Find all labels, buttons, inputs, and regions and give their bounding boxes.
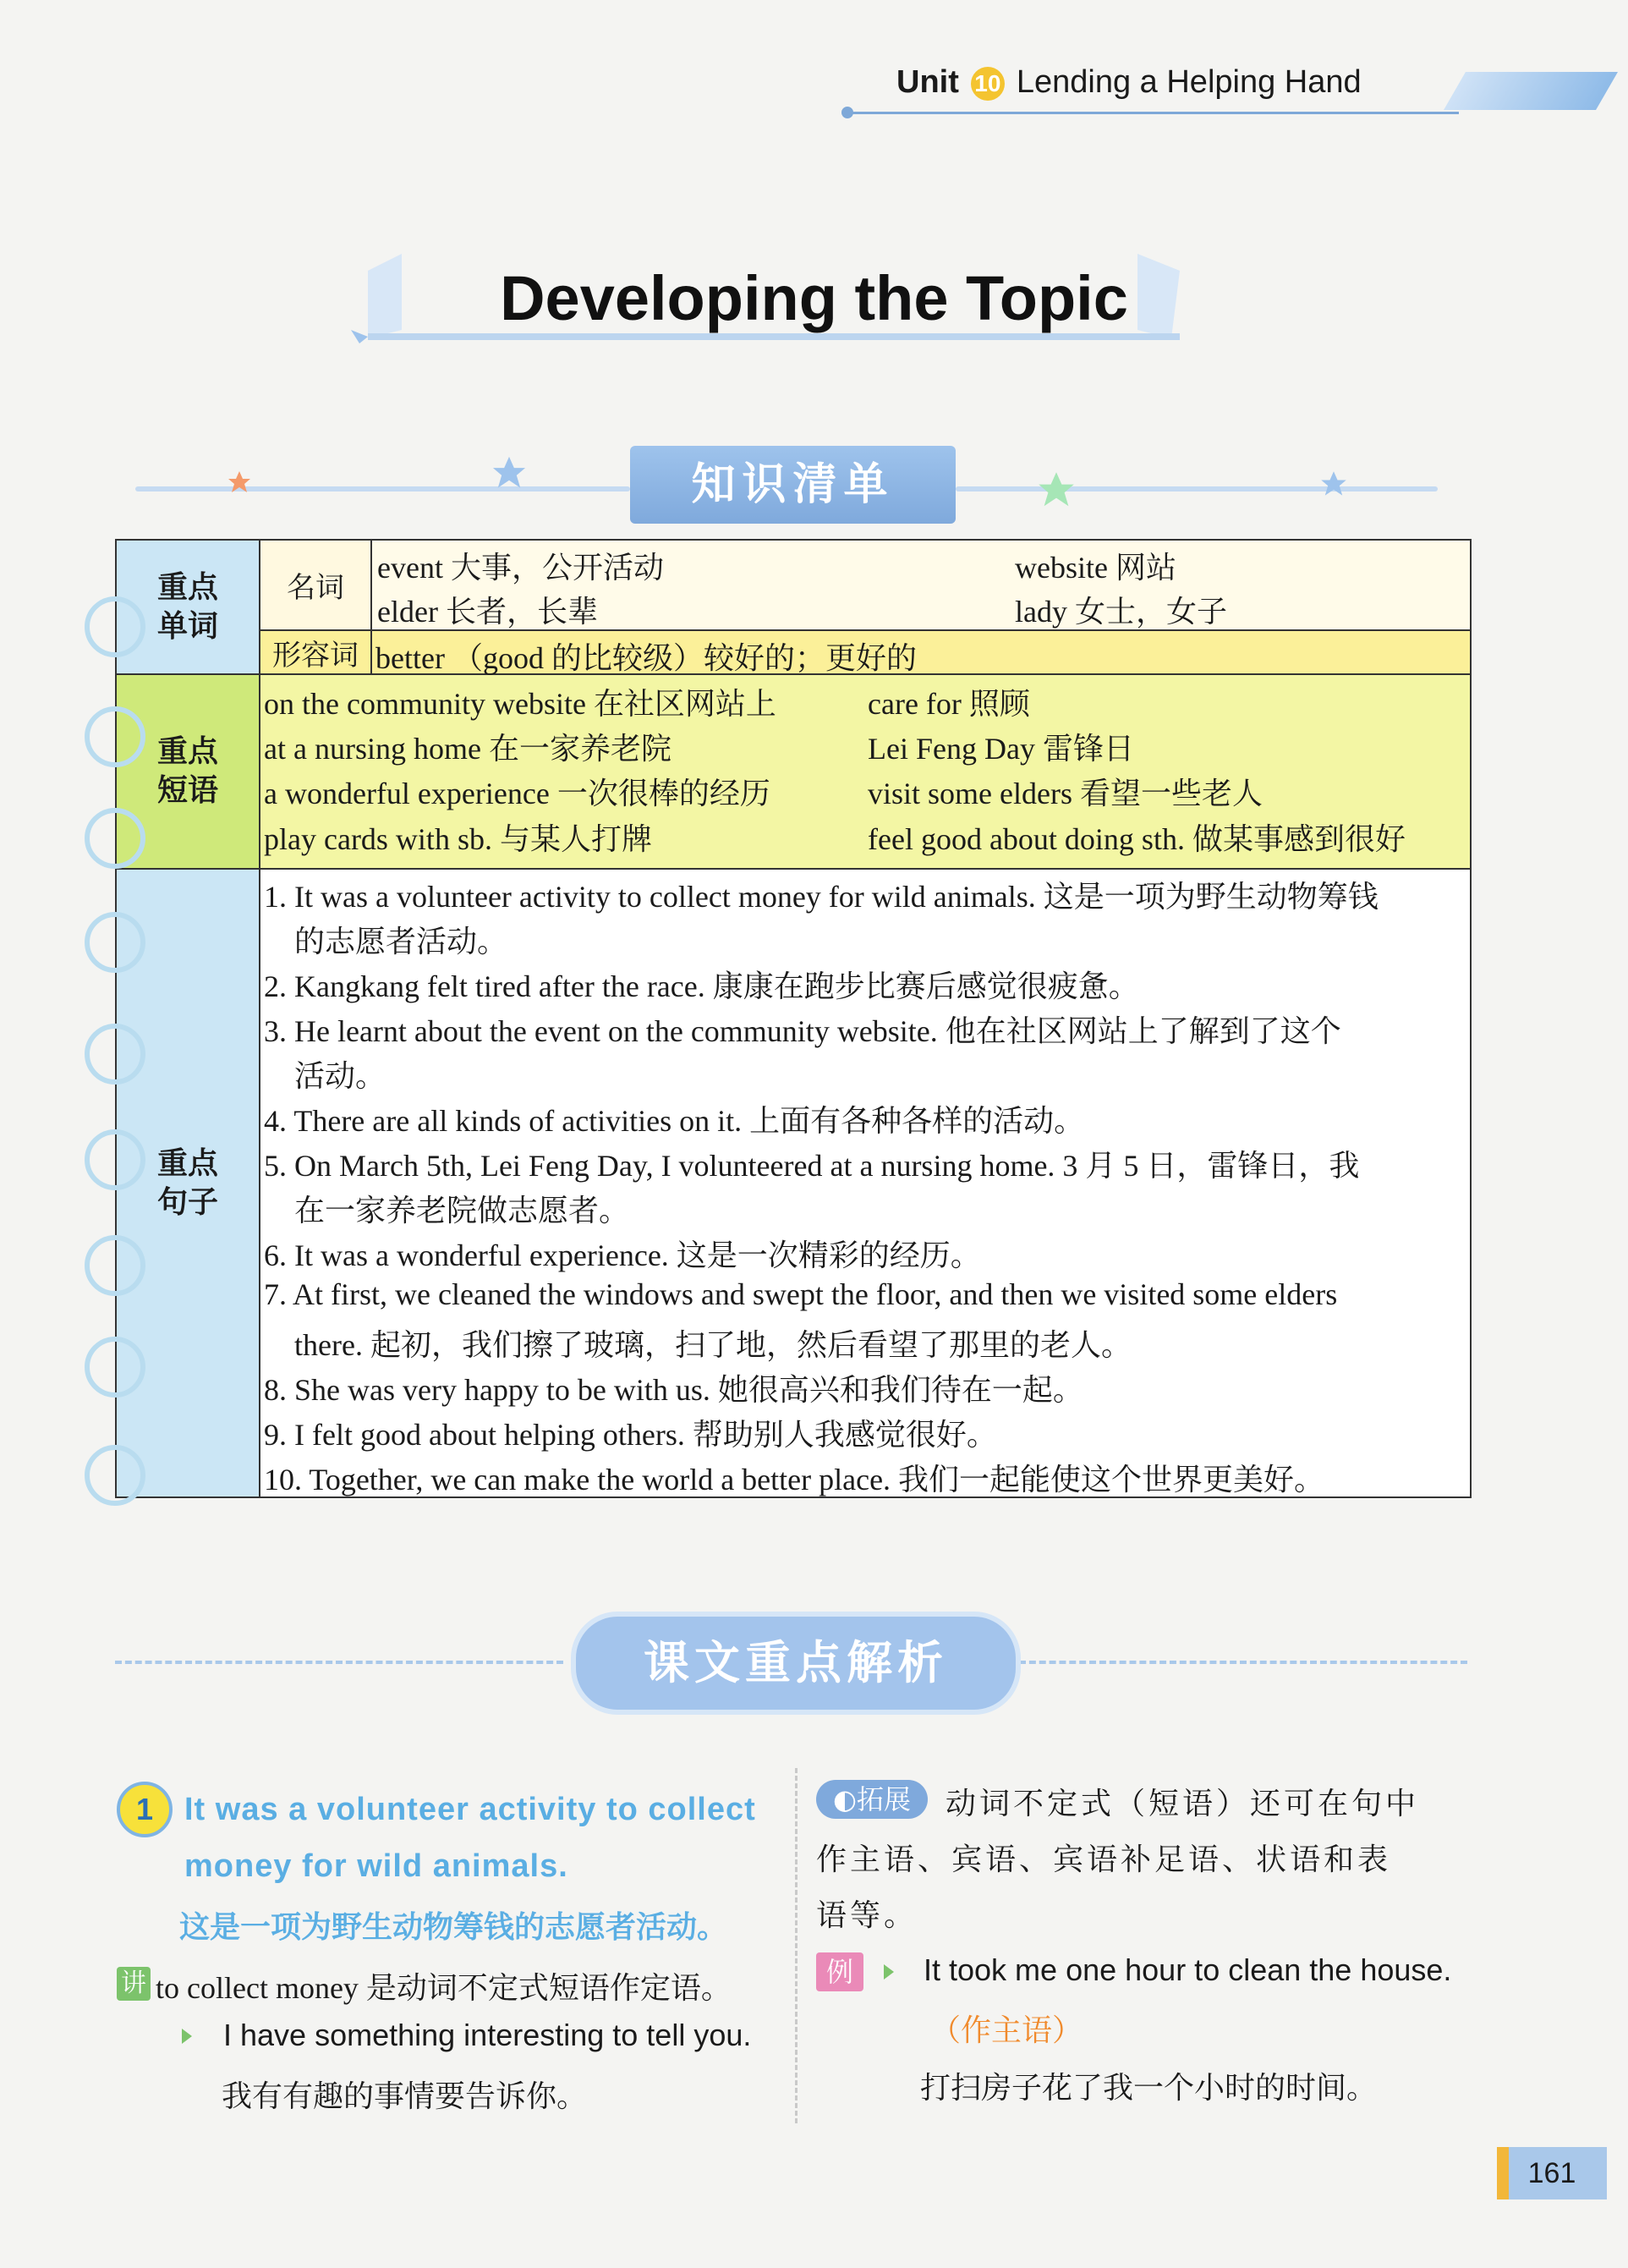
extension-line2: 作主语、宾语、宾语补足语、状语和表: [816, 1842, 1392, 1877]
page-number-accent: [1497, 2147, 1509, 2199]
example2-en: It took me one hour to clean the house.: [924, 1952, 1452, 1987]
binder-ring: [85, 1235, 145, 1296]
phrase-item: visit some elders 看望一些老人: [868, 777, 1263, 810]
noun-list: [372, 541, 1470, 631]
sentence-line: 的志愿者活动。: [264, 925, 508, 958]
column-divider: [795, 1768, 798, 2123]
header-stripe: [1444, 72, 1618, 110]
adjective-row: [260, 631, 1470, 673]
banner-line-right: [956, 486, 1438, 491]
star-icon: [491, 454, 528, 491]
extension-badge: ◐拓展: [816, 1780, 928, 1819]
page-title: Developing the Topic: [500, 263, 1128, 333]
text-analysis-banner: 课文重点解析: [571, 1612, 1021, 1715]
sentence-line: 5. On March 5th, Lei Feng Day, I volunteered at a nursing home. 3 月 5 日，雷锋日，我: [264, 1149, 1360, 1183]
adjective-item: better （good 的比较级）较好的；更好的: [375, 641, 917, 675]
sentence-line: 在一家养老院做志愿者。: [264, 1194, 630, 1227]
example1-en: I have something interesting to tell you.: [223, 2018, 752, 2052]
example2-zh: 打扫房子花了我一个小时的时间。: [920, 2071, 1378, 2106]
adjective-label: 形容词: [260, 631, 372, 673]
knowledge-list-banner: 知识清单: [630, 446, 956, 524]
dashed-divider-right: [1019, 1661, 1467, 1664]
binder-ring: [85, 1129, 145, 1190]
point-sentence-en-line1: It was a volunteer activity to collect: [184, 1792, 756, 1827]
sentence-line: 2. Kangkang felt tired after the race. 康康在跑步比赛后感觉很疲惫。: [264, 969, 1139, 1003]
star-icon: [227, 470, 252, 495]
point-sentence-en-line2: money for wild animals.: [184, 1848, 568, 1884]
banner-line-left: [135, 486, 630, 491]
point-sentence-zh: 这是一项为野生动物筹钱的志愿者活动。: [179, 1910, 728, 1945]
running-header: [896, 64, 1362, 101]
phrase-item: at a nursing home 在一家养老院: [264, 732, 671, 766]
phrase-item: Lei Feng Day 雷锋日: [868, 732, 1134, 766]
arrow-right-icon: [884, 1964, 894, 1980]
noun-item: lady 女士，女子: [1015, 595, 1227, 629]
page-number: 161: [1497, 2147, 1607, 2199]
noun-item: website 网站: [1015, 551, 1176, 585]
star-icon: [1036, 470, 1077, 510]
binder-ring: [85, 706, 145, 767]
unit-title: Lending a Helping Hand: [1016, 64, 1362, 100]
binder-ring: [85, 596, 145, 657]
explain-badge: 讲: [117, 1967, 151, 2001]
point-number-badge: 1: [117, 1782, 173, 1837]
star-icon: [1319, 470, 1348, 498]
header-rule: [850, 112, 1459, 114]
sentence-line: there. 起初，我们擦了玻璃，扫了地，然后看望了那里的老人。: [264, 1328, 1132, 1362]
sentences-row: [117, 870, 1470, 1496]
phrase-item: a wonderful experience 一次很棒的经历: [264, 777, 770, 810]
sentence-line: 1. It was a volunteer activity to collect money for wild animals. 这是一项为野生动物筹钱: [264, 880, 1379, 914]
example-badge: 例: [816, 1952, 863, 1991]
sentence-line: 活动。: [264, 1059, 386, 1093]
knowledge-table: [115, 539, 1472, 1498]
vocab-category: 重点 单词: [117, 541, 260, 673]
phrase-item: play cards with sb. 与某人打牌: [264, 822, 652, 856]
binder-ring: [85, 1445, 145, 1506]
vocab-row: [117, 541, 1470, 675]
example2-note: （作主语）: [930, 2013, 1083, 2048]
sentence-line: 8. She was very happy to be with us. 她很高兴和我们待在一起。: [264, 1373, 1083, 1407]
extension-line1: 动词不定式（短语）还可在句中: [946, 1787, 1420, 1821]
extension-icon: ◐: [833, 1783, 857, 1815]
explain-text: to collect money 是动词不定式短语作定语。: [156, 1971, 732, 2005]
binder-ring: [85, 808, 145, 869]
phrase-item: care for 照顾: [868, 687, 1030, 721]
extension-line3: 语等。: [816, 1898, 918, 1933]
sentence-line: 10. Together, we can make the world a better place. 我们一起能使这个世界更美好。: [264, 1463, 1325, 1496]
phrase-item: on the community website 在社区网站上: [264, 687, 776, 721]
binder-ring: [85, 1024, 145, 1085]
sentence-line: 9. I felt good about helping others. 帮助别人我感觉很好。: [264, 1418, 997, 1452]
phrase-item: feel good about doing sth. 做某事感到很好: [868, 822, 1406, 856]
phrases-category: 重点 短语: [117, 675, 260, 868]
dashed-divider-left: [115, 1661, 563, 1664]
sentence-line: 4. There are all kinds of activities on it. 上面有各种各样的活动。: [264, 1104, 1085, 1138]
sentence-line: 3. He learnt about the event on the community website. 他在社区网站上了解到了这个: [264, 1014, 1341, 1048]
phrases-row: [117, 675, 1470, 870]
binder-ring: [85, 1337, 145, 1398]
binder-ring: [85, 912, 145, 973]
example1-zh: 我有有趣的事情要告诉你。: [222, 2079, 588, 2114]
noun-item: event 大事，公开活动: [377, 551, 664, 585]
unit-word: Unit: [896, 64, 959, 100]
noun-label: 名词: [260, 541, 372, 631]
unit-number-badge: 10: [971, 67, 1005, 101]
sentence-line: 6. It was a wonderful experience. 这是一次精彩的经历。: [264, 1238, 981, 1272]
arrow-right-icon: [182, 2029, 192, 2044]
noun-item: elder 长者，长辈: [377, 595, 598, 629]
sentences-category: 重点 句子: [117, 870, 260, 1496]
sentence-line: 7. At first, we cleaned the windows and swept the floor, and then we visited some elders: [264, 1277, 1338, 1311]
